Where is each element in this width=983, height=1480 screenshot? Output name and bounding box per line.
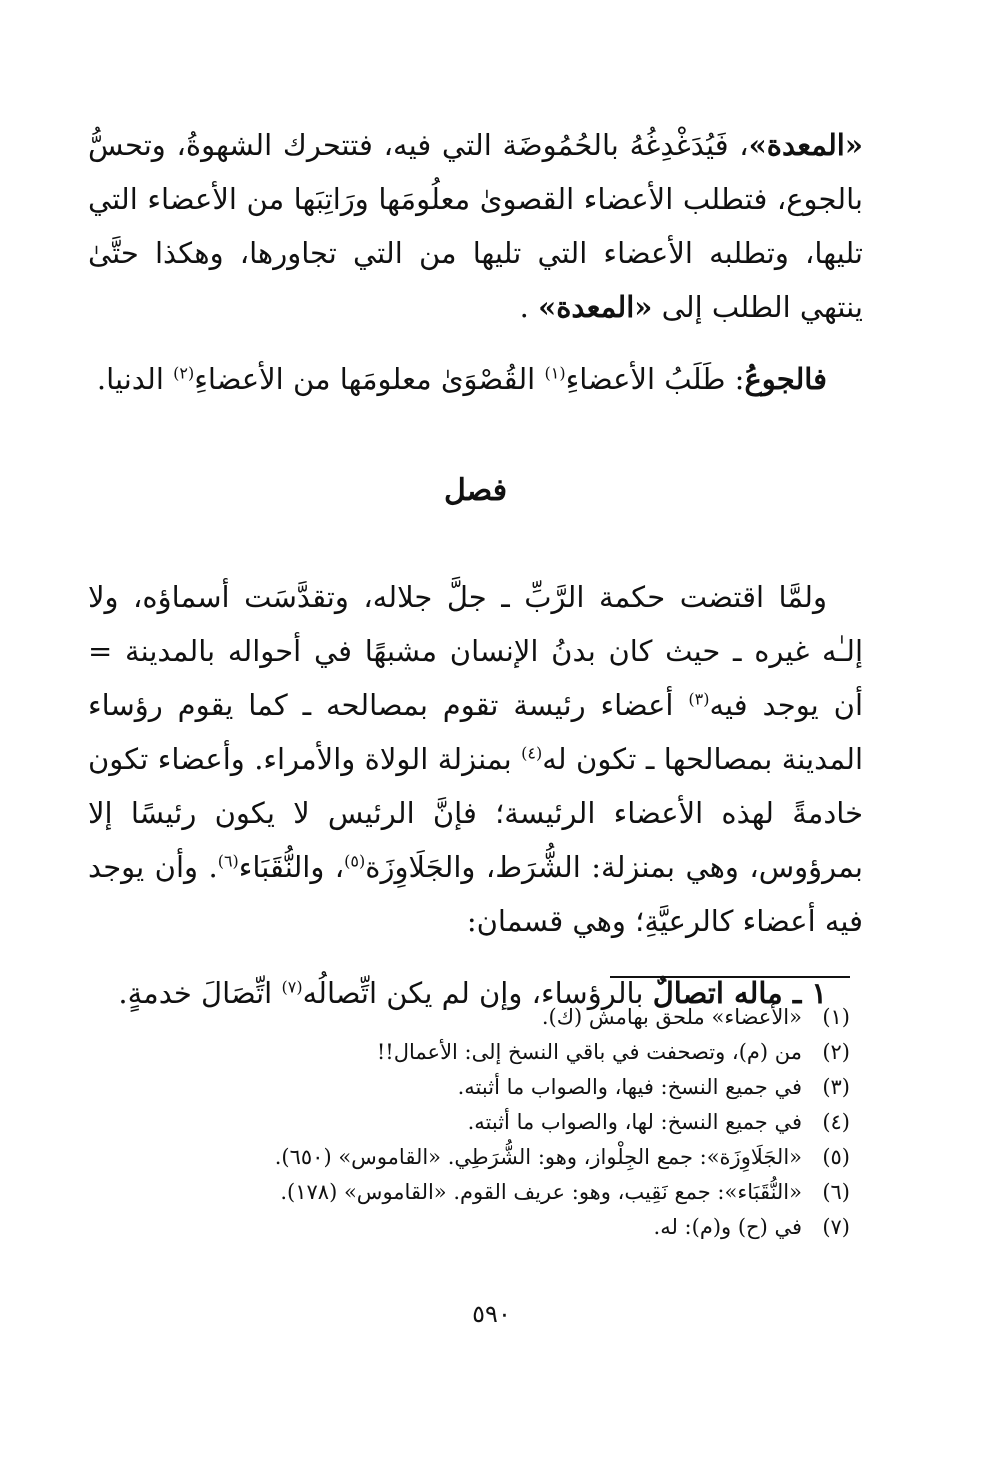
term-stomach-2: «المعدة»	[538, 290, 653, 324]
paragraph-2-text-2: القُصْوَىٰ معلومَها من الأعضاءِ	[194, 362, 545, 396]
footnote-number: (٥)	[822, 1145, 850, 1169]
term-hunger: فالجوعُ	[744, 362, 827, 396]
footnote-marker-1: (١)	[544, 363, 566, 383]
footnote-text: من (م)، وتصحفت في باقي النسخ إلى: الأعمال!!	[376, 1040, 802, 1064]
footnote-marker-7: (٧)	[281, 977, 303, 997]
footnote-6	[120, 1175, 850, 1210]
footnote-text: «النُّقَبَاء»: جمع نَقِيب، وهو: عريف القوم. «القاموس» (١٧٨).	[280, 1180, 802, 1204]
footnote-marker-2: (٢)	[173, 363, 195, 383]
page-number: ٥٩٠	[472, 1300, 511, 1328]
term-stomach: «المعدة»	[748, 128, 863, 162]
footnote-text: «الأعضاء» ملحق بهامش (ك).	[541, 1005, 802, 1029]
footnote-text: «الجَلَاوِزَة»: جمع الجِلْواز، وهو: الشُّرَطِي. «القاموس» (٦٥٠).	[274, 1145, 802, 1169]
paragraph-4-text: بالرؤساء، وإن لم يكن اتِّصالُه	[302, 976, 653, 1010]
footnote-text: في جميع النسخ: فيها، والصواب ما أثبته.	[457, 1075, 802, 1099]
section-heading: فصل	[443, 473, 508, 508]
list-item-1-lead: ١ ـ ماله اتصالٌ	[652, 976, 827, 1010]
footnote-5	[120, 1140, 850, 1175]
paragraph-4-end: اتِّصَالَ خدمةٍ.	[118, 976, 282, 1010]
footnote-number: (٦)	[822, 1180, 850, 1204]
footnote-marker-4: (٤)	[521, 743, 543, 763]
paragraph-3-text-4: ، والنُّقَبَاء	[238, 850, 345, 884]
footnote-marker-5: (٥)	[344, 851, 366, 871]
paragraph-1-text: ، فَيُدَغْدِغُهُ بالحُمُوضَة التي فيه، فتتحرك الشهوةُ، وتحسُّ بالجوع، فتطلب الأعضاء القصوىٰ معلُومَها ورَاتِبَها من الأعضاء التي تليها، وتطلبه الأعضاء التي تليها من التي تجاورها، وهكذا حتَّىٰ ينتهي الطلب إلى	[88, 128, 863, 324]
footnote-1	[120, 1000, 850, 1035]
footnote-3	[120, 1070, 850, 1105]
main-text	[88, 118, 863, 1020]
footnote-number: (٧)	[822, 1215, 850, 1239]
footnote-number: (٤)	[822, 1110, 850, 1134]
paragraph-3-text: ولمَّا اقتضت حكمة الرَّبِّ ـ جلَّ جلاله، وتقدَّسَت أسماؤه، ولا إلـٰه غيره ـ حيث كان بدنُ الإنسان مشبهًا في أحواله بالمدينة = أن يوجد فيه	[88, 580, 864, 722]
paragraph-1	[88, 118, 863, 334]
paragraph-3	[88, 570, 863, 948]
footnote-number: (٢)	[822, 1040, 850, 1064]
footnote-marker-6: (٦)	[217, 851, 239, 871]
paragraph-1-end: .	[519, 290, 529, 324]
paragraph-3-text-3: بمنزلة الولاة والأمراء. وأعضاء تكون خادمةً لهذه الأعضاء الرئيسة؛ فإنَّ الرئيس لا يكون رئيسًا إلا بمرؤوس، وهي بمنزلة: الشُّرَط، والجَلَاوِزَة	[88, 742, 863, 884]
footnote-7	[120, 1210, 850, 1245]
footnote-text: في (ح) و(م): له.	[653, 1215, 802, 1239]
footnote-marker-3: (٣)	[688, 689, 710, 709]
footnote-divider	[610, 976, 850, 978]
paragraph-2-text: : طَلَبُ الأعضاءِ	[565, 362, 745, 396]
footnote-4	[120, 1105, 850, 1140]
paragraph-3-end: . وأن يوجد فيه أعضاء كالرعيَّةِ؛ وهي قسمان:	[88, 850, 863, 938]
paragraph-2-end: الدنيا.	[96, 362, 174, 396]
footnote-number: (٣)	[822, 1075, 850, 1099]
footnote-number: (١)	[822, 1005, 850, 1029]
footnote-text: في جميع النسخ: لها، والصواب ما أثبته.	[467, 1110, 802, 1134]
paragraph-2	[88, 352, 863, 406]
footnote-2	[120, 1035, 850, 1070]
footnotes-list	[120, 1000, 850, 1245]
paragraph-3-text-2: أعضاء رئيسة تقوم بمصالحه ـ كما يقوم رؤساء المدينة بمصالحها ـ تكون له	[88, 688, 864, 776]
